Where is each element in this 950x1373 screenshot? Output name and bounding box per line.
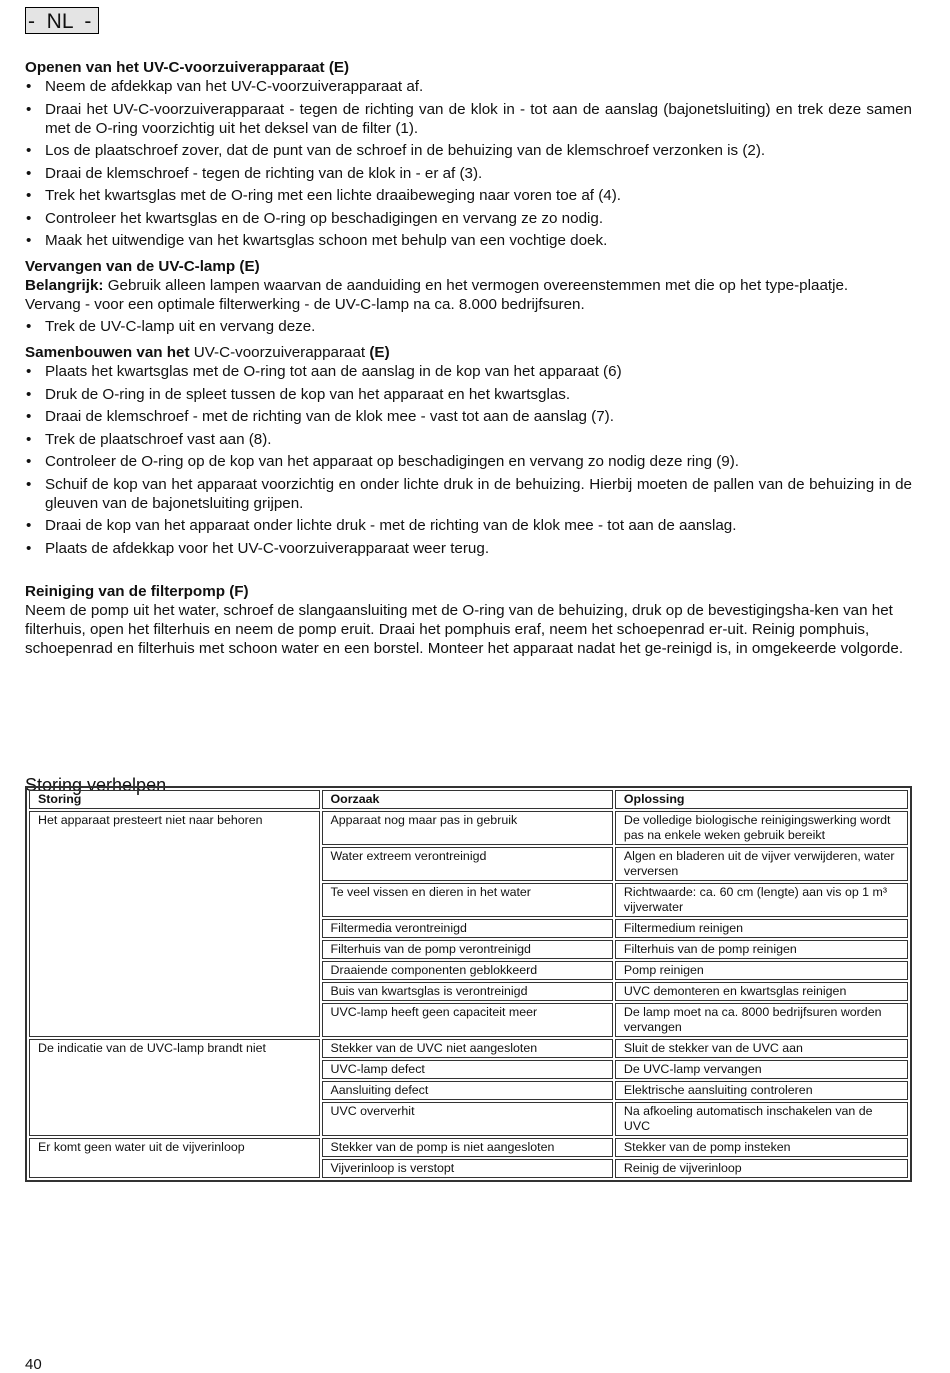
- table-header-row: [29, 790, 908, 809]
- title-normal: UV-C-voorzuiverapparaat: [189, 344, 370, 361]
- problem-cell: Er komt geen water uit de vijverinloop: [29, 1138, 320, 1178]
- section-opening: [25, 58, 912, 250]
- section-title: Openen van het UV-C-voorzuiverapparaat (E): [25, 59, 350, 76]
- cause-cell: Filtermedia verontreinigd: [322, 919, 613, 938]
- manual-content: [25, 58, 912, 658]
- title-bold-suffix: (E): [369, 344, 390, 361]
- page-number: 40: [25, 1356, 42, 1373]
- cause-cell: Stekker van de pomp is niet aangesloten: [322, 1138, 613, 1157]
- troubleshooting-table: [25, 786, 912, 1182]
- list-item: • Trek de plaatschroef vast aan (8).: [25, 430, 912, 449]
- list-item: • Controleer het kwartsglas en de O-ring op beschadigingen en vervang ze zo nodig.: [25, 209, 912, 228]
- solution-cell: Sluit de stekker van de UVC aan: [615, 1039, 908, 1058]
- cause-cell: Te veel vissen en dieren in het water: [322, 883, 613, 917]
- language-tab: - NL -: [25, 7, 99, 34]
- solution-cell: Richtwaarde: ca. 60 cm (lengte) aan vis op 1 m³ vijverwater: [615, 883, 908, 917]
- solution-cell: Elektrische aansluiting controleren: [615, 1081, 908, 1100]
- solution-cell: De UVC-lamp vervangen: [615, 1060, 908, 1079]
- solution-cell: Filtermedium reinigen: [615, 919, 908, 938]
- important-label: Belangrijk:: [25, 277, 104, 294]
- cause-cell: Draaiende componenten geblokkeerd: [322, 961, 613, 980]
- important-note: [25, 276, 912, 295]
- section-title: Vervangen van de UV-C-lamp (E): [25, 258, 260, 275]
- solution-cell: Na afkoeling automatisch inschakelen van de UVC: [615, 1102, 908, 1136]
- solution-cell: Filterhuis van de pomp reinigen: [615, 940, 908, 959]
- column-header: Oplossing: [615, 790, 908, 809]
- section-assembly: [25, 343, 912, 558]
- list-item: • Draai de klemschroef - met de richting van de klok mee - vast tot aan de aanslag (7).: [25, 407, 912, 426]
- list-item: • Controleer de O-ring op de kop van het apparaat op beschadigingen en vervang zo nodig deze ring (9).: [25, 452, 912, 471]
- cause-cell: Water extreem verontreinigd: [322, 847, 613, 881]
- section-title: [25, 343, 912, 362]
- solution-cell: Pomp reinigen: [615, 961, 908, 980]
- table-row: [29, 811, 908, 845]
- section-title: Reiniging van de filterpomp (F): [25, 582, 249, 600]
- solution-cell: De volledige biologische reinigingswerking wordt pas na enkele weken gebruik bereikt: [615, 811, 908, 845]
- replace-note: Vervang - voor een optimale filterwerking - de UV-C-lamp na ca. 8.000 bedrijfsuren.: [25, 296, 585, 313]
- solution-cell: UVC demonteren en kwartsglas reinigen: [615, 982, 908, 1001]
- title-bold: Samenbouwen van het: [25, 344, 190, 361]
- cause-cell: Aansluiting defect: [322, 1081, 613, 1100]
- list-item: • Maak het uitwendige van het kwartsglas schoon met behulp van een vochtige doek.: [25, 231, 912, 250]
- table-row: [29, 1039, 908, 1058]
- section-text: Neem de pomp uit het water, schroef de slangaansluiting met de O-ring van de behuizing, druk op de bevestigingsha-ken van het filterhuis, open het filterhuis en neem de pomp eruit. Draai het pomphuis eraf, neem het schoepenrad er-uit. Reinig pomphuis, schoepenrad en filterhuis met schoon water en een borstel. Monteer het apparaat nadat het ge-reinigd is, in omgekeerde volgorde.: [25, 601, 904, 657]
- column-header: Oorzaak: [322, 790, 613, 809]
- cause-cell: Buis van kwartsglas is verontreinigd: [322, 982, 613, 1001]
- bullet-list: [25, 317, 912, 336]
- cause-cell: UVC-lamp heeft geen capaciteit meer: [322, 1003, 613, 1037]
- list-item: • Trek het kwartsglas met de O-ring met een lichte draaibeweging naar voren toe af (4).: [25, 186, 912, 205]
- list-item: • Los de plaatschroef zover, dat de punt van de schroef in de behuizing van de klemschroef verzonken is (2).: [25, 141, 912, 160]
- cause-cell: Filterhuis van de pomp verontreinigd: [322, 940, 613, 959]
- important-text: Gebruik alleen lampen waarvan de aanduiding en het vermogen overeenstemmen met die op het type-plaatje.: [103, 277, 849, 294]
- table-row: [29, 1138, 908, 1157]
- problem-cell: De indicatie van de UVC-lamp brandt niet: [29, 1039, 320, 1136]
- list-item: • Schuif de kop van het apparaat voorzichtig en onder lichte druk in de behuizing. Hierbij moeten de pallen van de behuizing in de gleuven van de bajonetsluiting grijpen.: [25, 475, 912, 513]
- section-pump-cleaning: [25, 582, 912, 658]
- list-item: • Trek de UV-C-lamp uit en vervang deze.: [25, 317, 912, 336]
- column-header: Storing: [29, 790, 320, 809]
- bullet-list: [25, 362, 912, 558]
- cause-cell: UVC oververhit: [322, 1102, 613, 1136]
- list-item: • Plaats het kwartsglas met de O-ring tot aan de aanslag in de kop van het apparaat (6): [25, 362, 912, 381]
- list-item: • Plaats de afdekkap voor het UV-C-voorzuiverapparaat weer terug.: [25, 539, 912, 558]
- table-body: [29, 811, 908, 1178]
- section-replace-lamp: [25, 257, 912, 336]
- solution-cell: De lamp moet na ca. 8000 bedrijfsuren worden vervangen: [615, 1003, 908, 1037]
- problem-cell: Het apparaat presteert niet naar behoren: [29, 811, 320, 1037]
- list-item: • Draai de kop van het apparaat onder lichte druk - met de richting van de klok mee - tot aan de aanslag.: [25, 516, 912, 535]
- bullet-list: [25, 77, 912, 250]
- list-item: • Draai het UV-C-voorzuiverapparaat - tegen de richting van de klok in - tot aan de aanslag (bajonetsluiting) en trek deze samen met de O-ring voorzichtig uit het deksel van de filter (1).: [25, 100, 912, 138]
- list-item: • Draai de klemschroef - tegen de richting van de klok in - er af (3).: [25, 164, 912, 183]
- cause-cell: Apparaat nog maar pas in gebruik: [322, 811, 613, 845]
- solution-cell: Stekker van de pomp insteken: [615, 1138, 908, 1157]
- cause-cell: Stekker van de UVC niet aangesloten: [322, 1039, 613, 1058]
- troubleshooting-title: Storing verhelpen: [25, 774, 167, 795]
- solution-cell: Reinig de vijverinloop: [615, 1159, 908, 1178]
- list-item: • Neem de afdekkap van het UV-C-voorzuiverapparaat af.: [25, 77, 912, 96]
- solution-cell: Algen en bladeren uit de vijver verwijderen, water verversen: [615, 847, 908, 881]
- cause-cell: UVC-lamp defect: [322, 1060, 613, 1079]
- cause-cell: Vijverinloop is verstopt: [322, 1159, 613, 1178]
- list-item: • Druk de O-ring in de spleet tussen de kop van het apparaat en het kwartsglas.: [25, 385, 912, 404]
